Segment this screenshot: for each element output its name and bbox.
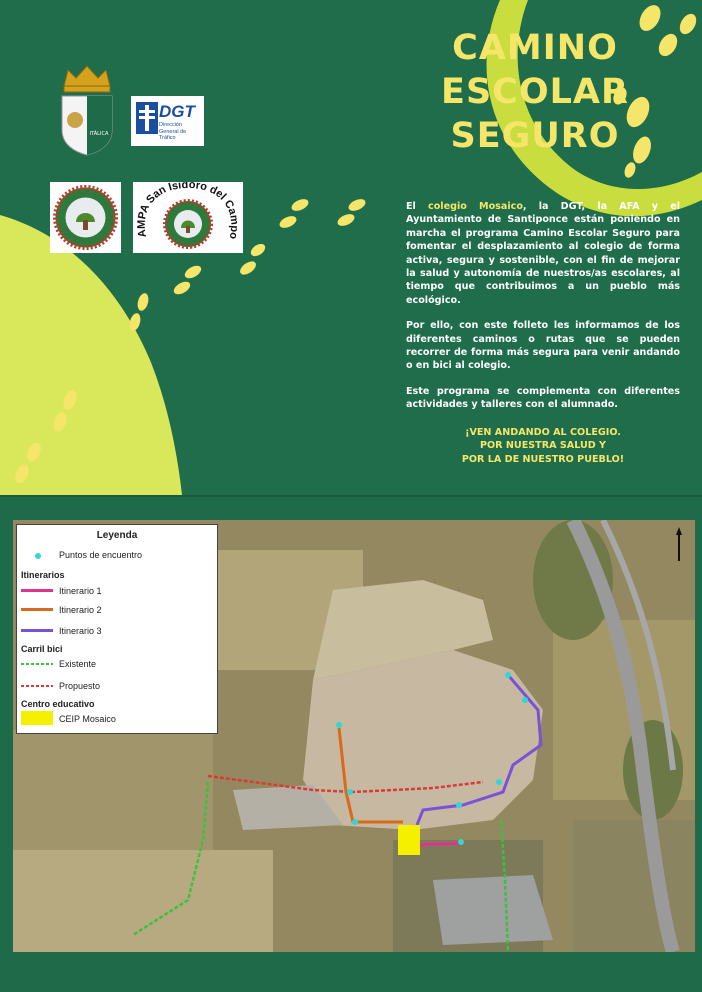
school-emblem	[50, 182, 121, 253]
intro-text	[406, 200, 680, 424]
legend-label: Itinerario 1	[59, 586, 102, 596]
bike-existing-swatch	[21, 662, 53, 666]
slogan	[406, 426, 680, 466]
title-line-1: CAMINO	[452, 28, 618, 68]
lime-shape	[0, 215, 182, 495]
program-paragraph: Este programa se complementa con diferentes actividades y talleres con el alumnado.	[406, 385, 680, 411]
title-line-3: SEGURO	[450, 116, 620, 156]
legend-label: Existente	[59, 659, 97, 669]
dgt-subtitle: Dirección General de Tráfico	[159, 122, 187, 141]
itinerario-3-swatch	[21, 629, 53, 633]
cover-panel	[0, 0, 702, 495]
legend-school	[17, 713, 217, 725]
legend-title: Leyenda	[96, 530, 138, 541]
title-line-2: ESCOLAR	[441, 72, 629, 112]
slogan-line-1: ¡VEN ANDANDO AL COLEGIO.	[465, 427, 621, 438]
ampa-emblem	[133, 182, 243, 253]
legend-label: Propuesto	[59, 681, 101, 691]
intro-post: , la DGT, la AFA y el Ayuntamiento de Santiponce están poniendo en marcha el programa Camino Escolar Seguro para fomentar el desplazamiento al colegio de forma activa, segura y sostenible, con el fin de mejorar la salud y autonomía de nuestros/as escolares, al tiempo que contribuimos a un pueblo más ecológico.	[406, 201, 680, 306]
crown-icon	[64, 66, 110, 92]
legend-bike-existing	[17, 658, 217, 670]
routes-paragraph: Por ello, con este folleto les informamos de los diferentes caminos o rutas que se pueden recorrer de forma más segura para venir andando o en bici al colegio.	[406, 320, 680, 372]
legend-itinerario-2	[17, 604, 217, 616]
legend-label: Puntos de encuentro	[59, 550, 143, 560]
ampa-arc-text: AMPA San Isidoro del Campo	[135, 182, 241, 241]
legend-itinerarios-header: Itinerarios	[21, 570, 65, 580]
legend-carril-header: Carril bici	[21, 644, 63, 654]
bike-proposed-swatch	[21, 684, 53, 688]
legend-centro-header: Centro educativo	[21, 699, 95, 709]
legend-meeting-points	[17, 549, 217, 561]
itinerario-2-swatch	[21, 608, 53, 612]
crest-text: ITÁLICA	[89, 131, 109, 137]
legend-label: CEIP Mosaico	[59, 714, 116, 724]
intro-paragraph	[406, 200, 680, 307]
dgt-mark-icon	[136, 102, 158, 134]
legend-label: Itinerario 3	[59, 626, 102, 636]
dgt-name: DGT	[159, 102, 195, 121]
school-area	[398, 825, 420, 855]
dgt-logo	[131, 96, 204, 146]
meeting-point-icon	[33, 551, 43, 561]
north-arrow-icon	[676, 527, 682, 563]
map-legend	[16, 524, 218, 734]
brochure-title	[410, 26, 660, 158]
school-name-highlight: colegio Mosaico	[428, 201, 523, 212]
legend-itinerario-1	[17, 585, 217, 597]
school-logo	[50, 182, 121, 253]
itinerario-1-swatch	[21, 589, 53, 593]
legend-itinerario-3	[17, 625, 217, 637]
slogan-line-2: POR NUESTRA SALUD Y	[479, 440, 607, 452]
legend-bike-proposed	[17, 680, 217, 692]
legend-label: Itinerario 2	[59, 605, 102, 615]
school-swatch	[21, 711, 53, 725]
municipality-crest	[58, 60, 116, 156]
slogan-line-3: POR LA DE NUESTRO PUEBLO!	[461, 453, 625, 465]
ampa-logo	[133, 182, 243, 253]
intro-pre: El	[406, 201, 429, 212]
